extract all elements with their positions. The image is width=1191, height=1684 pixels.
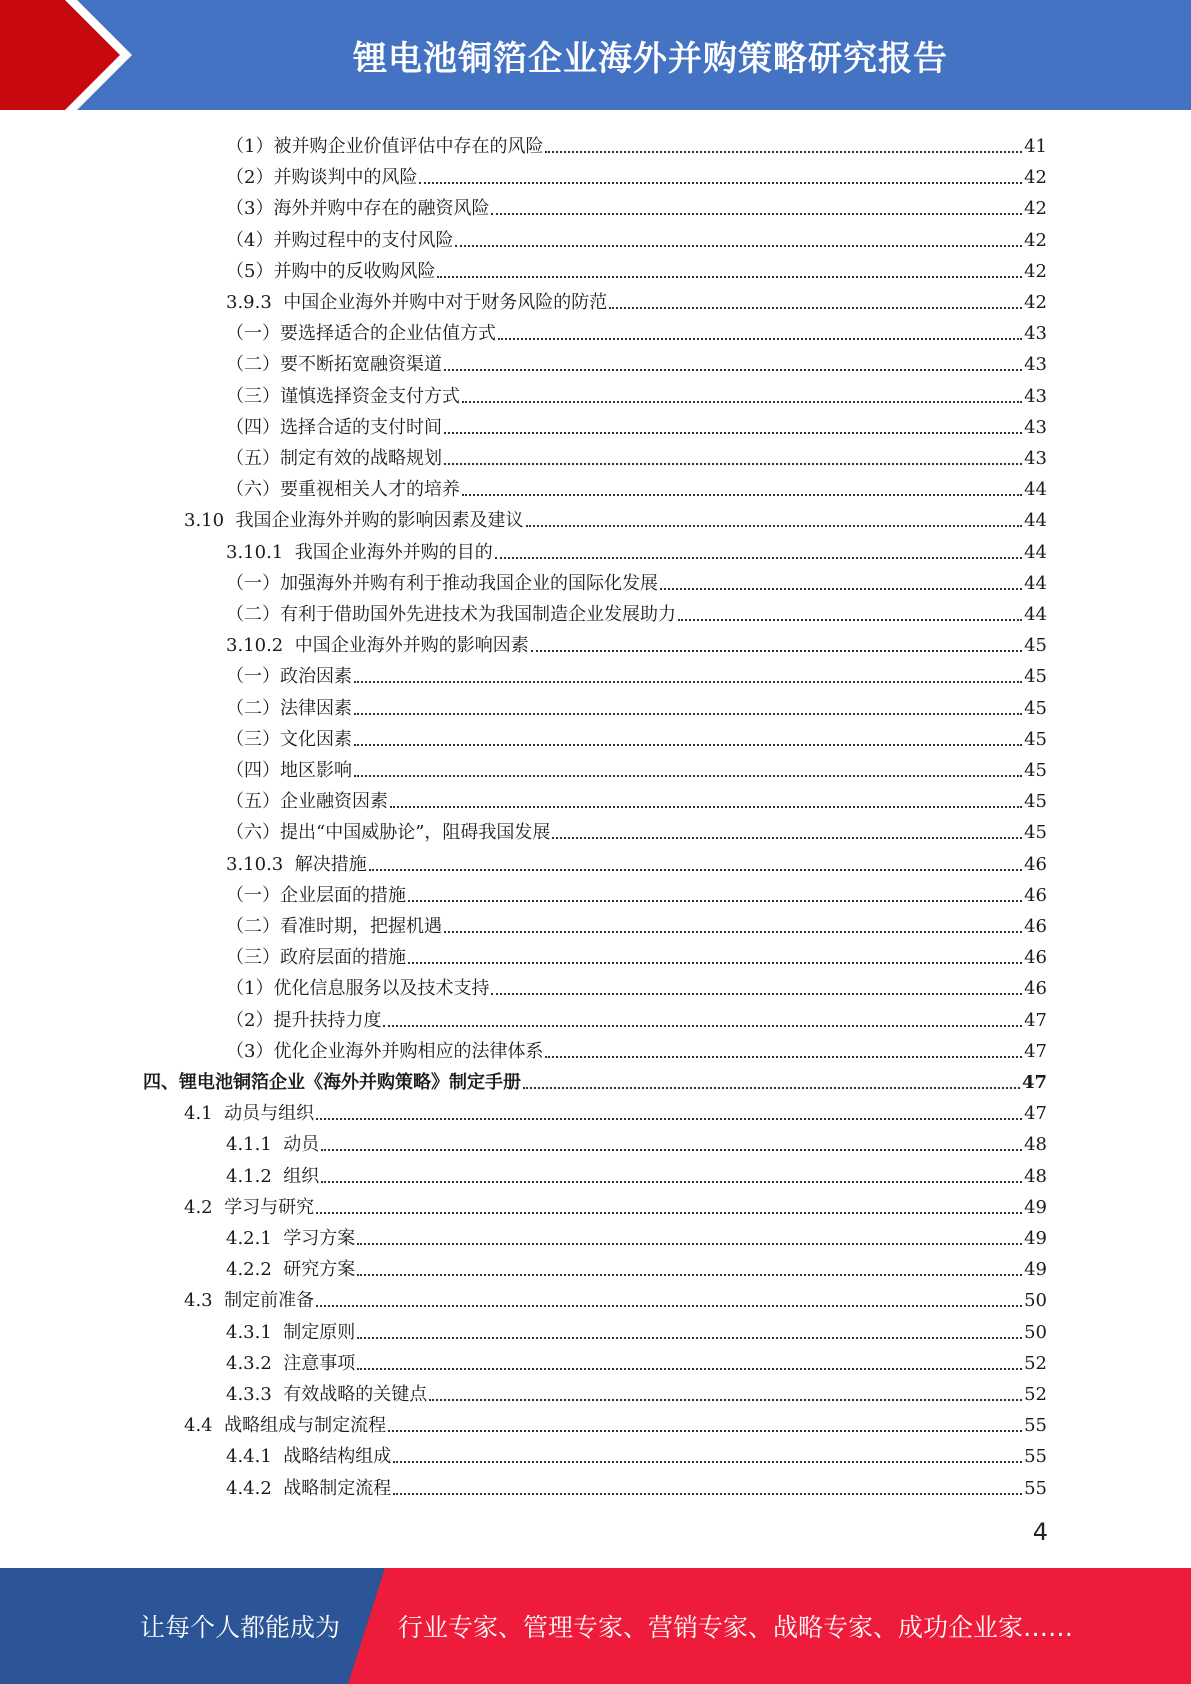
toc-dot-leader	[393, 1461, 1022, 1463]
toc-entry-number: 4.2	[184, 1196, 225, 1218]
toc-entry-title: 法律因素	[280, 697, 352, 719]
toc-entry-number: （四）	[226, 416, 280, 438]
toc-entry[interactable]	[226, 782, 1047, 813]
toc-entry-page: 46	[1024, 884, 1047, 906]
toc-entry-page: 47	[1024, 1040, 1047, 1062]
toc-entry[interactable]	[226, 127, 1047, 158]
toc-entry-page: 44	[1024, 479, 1047, 501]
toc-dot-leader	[393, 1493, 1022, 1495]
toc-entry-page: 46	[1024, 853, 1047, 875]
toc-entry-page: 55	[1024, 1415, 1047, 1437]
toc-entry-page: 45	[1024, 791, 1047, 813]
toc-dot-leader	[462, 494, 1022, 496]
toc-dot-leader	[678, 619, 1022, 621]
toc-entry-title: 地区影响	[280, 760, 352, 781]
footer-expert-list: 行业专家、管理专家、营销专家、战略专家、成功企业家……	[398, 1613, 1074, 1642]
toc-entry-page: 46	[1024, 947, 1047, 969]
toc-dot-leader	[491, 993, 1022, 995]
toc-dot-leader	[316, 1305, 1022, 1307]
toc-entry-page: 46	[1024, 978, 1047, 1000]
toc-entry-title: 学习方案	[283, 1228, 356, 1249]
toc-dot-leader	[545, 151, 1022, 153]
toc-dot-leader	[357, 1274, 1022, 1276]
toc-entry-page: 43	[1024, 416, 1047, 438]
toc-entry[interactable]	[226, 533, 1047, 564]
toc-entry-number: （3）	[226, 1040, 274, 1062]
toc-entry-page: 46	[1024, 916, 1047, 937]
toc-entry-number: 4.3.3	[226, 1384, 284, 1405]
toc-entry-page: 52	[1024, 1384, 1047, 1405]
toc-entry[interactable]	[226, 938, 1047, 969]
toc-entry-title: 优化信息服务以及技术支持	[273, 978, 490, 1000]
toc-entry[interactable]	[226, 1344, 1047, 1375]
toc-entry[interactable]	[226, 564, 1047, 595]
toc-dot-leader	[390, 806, 1022, 808]
toc-entry-title: 要选择适合的企业估值方式	[280, 323, 496, 345]
toc-entry-number: 4.1.2	[226, 1165, 284, 1187]
toc-entry[interactable]	[226, 657, 1047, 688]
toc-dot-leader	[495, 557, 1022, 559]
toc-dot-leader	[444, 463, 1022, 465]
toc-entry-title: 企业层面的措施	[280, 884, 406, 906]
toc-entry[interactable]	[226, 345, 1047, 376]
toc-entry-title: 提出“中国威胁论”，阻碍我国发展	[280, 822, 551, 844]
toc-entry-page: 43	[1024, 448, 1047, 469]
toc-entry-title: 注意事项	[283, 1352, 356, 1374]
toc-entry-title: 中国企业海外并购中对于财务风险的防范	[283, 292, 608, 313]
toc-entry-number: 四、	[143, 1072, 179, 1093]
toc-entry-title: 并购中的反收购风险	[273, 260, 436, 282]
header-arrow-decoration	[0, 0, 150, 110]
toc-entry-number: （二）	[226, 354, 280, 376]
toc-entry-number: （一）	[226, 884, 280, 906]
toc-entry-number: （二）	[226, 697, 280, 719]
toc-entry-page: 49	[1024, 1228, 1047, 1249]
toc-entry-page: 45	[1024, 666, 1047, 688]
toc-entry-page: 45	[1024, 635, 1047, 657]
toc-dot-leader	[444, 931, 1022, 933]
toc-entry[interactable]	[226, 314, 1047, 345]
toc-entry-page: 48	[1024, 1134, 1047, 1156]
toc-entry-number: （1）	[226, 978, 274, 1000]
toc-entry-page: 44	[1024, 604, 1047, 625]
toc-dot-leader	[321, 1149, 1022, 1151]
toc-entry-title: 有利于借助国外先进技术为我国制造企业发展助力	[280, 604, 676, 625]
toc-entry-number: （一）	[226, 323, 280, 345]
toc-dot-leader	[491, 213, 1022, 215]
toc-entry-number: （六）	[226, 479, 280, 501]
toc-dot-leader	[462, 401, 1022, 403]
toc-entry-number: （二）	[226, 604, 280, 625]
toc-entry-title: 企业融资因素	[280, 791, 388, 813]
toc-entry-title: 学习与研究	[224, 1196, 315, 1218]
toc-entry-page: 52	[1024, 1352, 1047, 1374]
toc-entry-title: 解决措施	[294, 853, 367, 875]
page-header	[0, 0, 1191, 110]
toc-entry-page: 42	[1024, 260, 1047, 282]
toc-entry[interactable]	[226, 1125, 1047, 1156]
toc-entry[interactable]	[226, 720, 1047, 751]
toc-dot-leader	[354, 775, 1022, 777]
toc-entry-number: 4.3	[184, 1290, 225, 1312]
toc-entry-title: 战略结构组成	[283, 1446, 392, 1468]
toc-entry-page: 55	[1024, 1477, 1047, 1499]
toc-entry-number: 3.10.2	[226, 635, 295, 657]
toc-entry-page: 44	[1024, 572, 1047, 594]
toc-entry[interactable]	[226, 408, 1047, 439]
toc-dot-leader	[609, 307, 1022, 309]
toc-dot-leader	[357, 1368, 1022, 1370]
toc-entry-page: 55	[1024, 1446, 1047, 1468]
page-footer	[0, 1568, 1191, 1684]
toc-entry-title: 战略组成与制定流程	[224, 1415, 387, 1437]
toc-entry-title: 被并购企业价值评估中存在的风险	[273, 136, 544, 157]
toc-entry-number: 4.3.2	[226, 1352, 284, 1374]
toc-entry-page: 42	[1024, 229, 1047, 251]
toc-entry[interactable]	[226, 1001, 1047, 1032]
toc-entry-number: 4.2.2	[226, 1259, 284, 1281]
toc-entry-number: （一）	[226, 572, 280, 594]
toc-dot-leader	[437, 276, 1022, 278]
toc-entry-number: （四）	[226, 760, 280, 781]
toc-entry-title: 战略制定流程	[283, 1477, 392, 1499]
toc-entry-title: 组织	[283, 1165, 320, 1187]
toc-dot-leader	[354, 681, 1022, 683]
toc-entry-page: 43	[1024, 385, 1047, 407]
toc-entry[interactable]	[226, 907, 1047, 938]
toc-dot-leader	[444, 369, 1022, 371]
toc-entry-number: （3）	[226, 198, 274, 220]
toc-entry-title: 动员	[283, 1134, 320, 1156]
toc-dot-leader	[354, 713, 1022, 715]
toc-entry-title: 选择合适的支付时间	[280, 416, 442, 438]
toc-dot-leader	[383, 1025, 1022, 1027]
toc-entry-page: 45	[1024, 760, 1047, 781]
toc-entry-page: 42	[1024, 292, 1047, 313]
toc-dot-leader	[357, 1337, 1022, 1339]
toc-entry[interactable]	[226, 845, 1047, 876]
toc-entry-number: （5）	[226, 260, 274, 282]
toc-entry-page: 49	[1024, 1259, 1047, 1281]
toc-entry-title: 政治因素	[280, 666, 352, 688]
toc-entry-title: 有效战略的关键点	[283, 1384, 428, 1405]
toc-entry-number: 4.1.1	[226, 1134, 284, 1156]
toc-entry-page: 45	[1024, 822, 1047, 844]
toc-entry-number: 4.4.2	[226, 1477, 284, 1499]
toc-entry-page: 41	[1024, 136, 1047, 157]
toc-entry[interactable]	[226, 876, 1047, 907]
toc-dot-leader	[552, 837, 1022, 839]
toc-dot-leader	[388, 1430, 1022, 1432]
toc-entry-page: 47	[1024, 1103, 1047, 1125]
toc-entry-title: 我国企业海外并购的目的	[294, 541, 493, 563]
toc-entry-title: 谨慎选择资金支付方式	[280, 385, 460, 407]
toc-entry[interactable]	[226, 1313, 1047, 1344]
toc-dot-leader	[408, 900, 1022, 902]
toc-entry-title: 政府层面的措施	[280, 947, 406, 969]
toc-entry-number: （三）	[226, 947, 280, 969]
toc-entry[interactable]	[226, 751, 1047, 782]
toc-entry[interactable]	[143, 1063, 1047, 1094]
toc-entry-number: （一）	[226, 666, 280, 688]
toc-entry-title: 海外并购中存在的融资风险	[273, 198, 490, 220]
toc-dot-leader	[660, 588, 1022, 590]
toc-dot-leader	[526, 525, 1023, 527]
toc-entry-number: 3.10	[184, 510, 236, 532]
toc-entry-page: 48	[1024, 1165, 1047, 1187]
toc-entry[interactable]	[226, 158, 1047, 189]
toc-entry[interactable]	[226, 470, 1047, 501]
toc-entry[interactable]	[184, 1281, 1047, 1312]
toc-entry-number: 4.4	[184, 1415, 225, 1437]
toc-dot-leader	[429, 1399, 1022, 1401]
toc-entry-title: 制定原则	[283, 1321, 356, 1343]
toc-entry-page: 47	[1021, 1072, 1047, 1093]
toc-entry-title: 要不断拓宽融资渠道	[280, 354, 442, 376]
toc-dot-leader	[369, 869, 1022, 871]
toc-entry-page: 44	[1024, 510, 1047, 532]
toc-entry[interactable]	[226, 1375, 1047, 1406]
toc-entry-title: 制定前准备	[224, 1290, 315, 1312]
toc-entry-number: （1）	[226, 136, 274, 157]
toc-entry-title: 动员与组织	[224, 1103, 315, 1125]
toc-entry-number: 4.1	[184, 1103, 225, 1125]
footer-slogan: 让每个人都能成为	[140, 1613, 341, 1642]
toc-dot-leader	[357, 1243, 1022, 1245]
report-title: 锂电池铜箔企业海外并购策略研究报告	[353, 38, 948, 79]
toc-entry-page: 50	[1024, 1321, 1047, 1343]
toc-entry[interactable]	[226, 283, 1047, 314]
toc-dot-leader	[545, 1056, 1022, 1058]
toc-dot-leader	[419, 182, 1022, 184]
page-number: 4	[1032, 1518, 1048, 1546]
toc-entry-page: 47	[1024, 1009, 1047, 1031]
toc-entry-title: 并购过程中的支付风险	[273, 229, 454, 251]
toc-entry-title: 锂电池铜箔企业《海外并购策略》制定手册	[179, 1072, 521, 1093]
toc-entry[interactable]	[226, 377, 1047, 408]
toc-entry-title: 要重视相关人才的培养	[280, 479, 460, 501]
toc-entry-title: 并购谈判中的风险	[273, 167, 418, 189]
toc-entry[interactable]	[226, 189, 1047, 220]
toc-entry-number: 4.2.1	[226, 1228, 284, 1249]
toc-entry[interactable]	[226, 689, 1047, 720]
toc-entry-page: 50	[1024, 1290, 1047, 1312]
toc-dot-leader	[523, 1087, 1020, 1089]
toc-entry[interactable]	[226, 1469, 1047, 1500]
toc-dot-leader	[455, 245, 1022, 247]
toc-dot-leader	[531, 650, 1022, 652]
toc-entry[interactable]	[226, 1157, 1047, 1188]
toc-entry[interactable]	[226, 626, 1047, 657]
toc-entry-title: 中国企业海外并购的影响因素	[294, 635, 529, 657]
toc-entry[interactable]	[226, 1032, 1047, 1063]
toc-entry-number: （三）	[226, 385, 280, 407]
toc-entry-number: 3.9.3	[226, 292, 284, 313]
toc-entry-title: 优化企业海外并购相应的法律体系	[273, 1040, 544, 1062]
toc-entry[interactable]	[184, 1188, 1047, 1219]
toc-entry[interactable]	[184, 1406, 1047, 1437]
toc-entry-title: 我国企业海外并购的影响因素及建议	[235, 510, 524, 532]
toc-entry-page: 42	[1024, 167, 1047, 189]
toc-dot-leader	[321, 1181, 1022, 1183]
toc-entry-number: （五）	[226, 448, 280, 469]
toc-entry-number: 4.4.1	[226, 1446, 284, 1468]
toc-entry-number: 4.3.1	[226, 1321, 284, 1343]
toc-entry-page: 49	[1024, 1196, 1047, 1218]
toc-entry[interactable]	[226, 439, 1047, 470]
toc-entry-title: 看准时期，把握机遇	[280, 916, 442, 937]
toc-entry-number: （六）	[226, 822, 280, 844]
toc-entry-page: 42	[1024, 198, 1047, 220]
toc-entry-number: （三）	[226, 728, 280, 750]
toc-dot-leader	[498, 338, 1022, 340]
toc-entry[interactable]	[226, 221, 1047, 252]
toc-entry[interactable]	[226, 252, 1047, 283]
toc-dot-leader	[444, 432, 1022, 434]
toc-entry[interactable]	[226, 1250, 1047, 1281]
toc-dot-leader	[316, 1118, 1022, 1120]
toc-entry-number: 3.10.1	[226, 541, 295, 563]
toc-dot-leader	[408, 962, 1022, 964]
toc-entry[interactable]	[184, 1094, 1047, 1125]
toc-entry-page: 45	[1024, 697, 1047, 719]
toc-dot-leader	[354, 744, 1022, 746]
toc-dot-leader	[316, 1212, 1022, 1214]
toc-entry[interactable]	[226, 1437, 1047, 1468]
toc-entry[interactable]	[184, 501, 1047, 532]
toc-entry[interactable]	[226, 595, 1047, 626]
toc-entry-title: 文化因素	[280, 728, 352, 750]
toc-entry-number: （2）	[226, 167, 274, 189]
toc-entry-title: 提升扶持力度	[273, 1009, 382, 1031]
toc-entry-page: 43	[1024, 323, 1047, 345]
toc-entry-number: （2）	[226, 1009, 274, 1031]
toc-entry-page: 44	[1024, 541, 1047, 563]
toc-entry-page: 43	[1024, 354, 1047, 376]
toc-entry-title: 研究方案	[283, 1259, 356, 1281]
toc-entry-title: 加强海外并购有利于推动我国企业的国际化发展	[280, 572, 658, 594]
toc-entry-number: （4）	[226, 229, 274, 251]
toc-entry[interactable]	[226, 969, 1047, 1000]
toc-entry-number: （二）	[226, 916, 280, 937]
toc-entry-number: （五）	[226, 791, 280, 813]
toc-entry-title: 制定有效的战略规划	[280, 448, 442, 469]
toc-entry-page: 45	[1024, 728, 1047, 750]
toc-entry-number: 3.10.3	[226, 853, 295, 875]
toc-entry[interactable]	[226, 813, 1047, 844]
toc-entry[interactable]	[226, 1219, 1047, 1250]
